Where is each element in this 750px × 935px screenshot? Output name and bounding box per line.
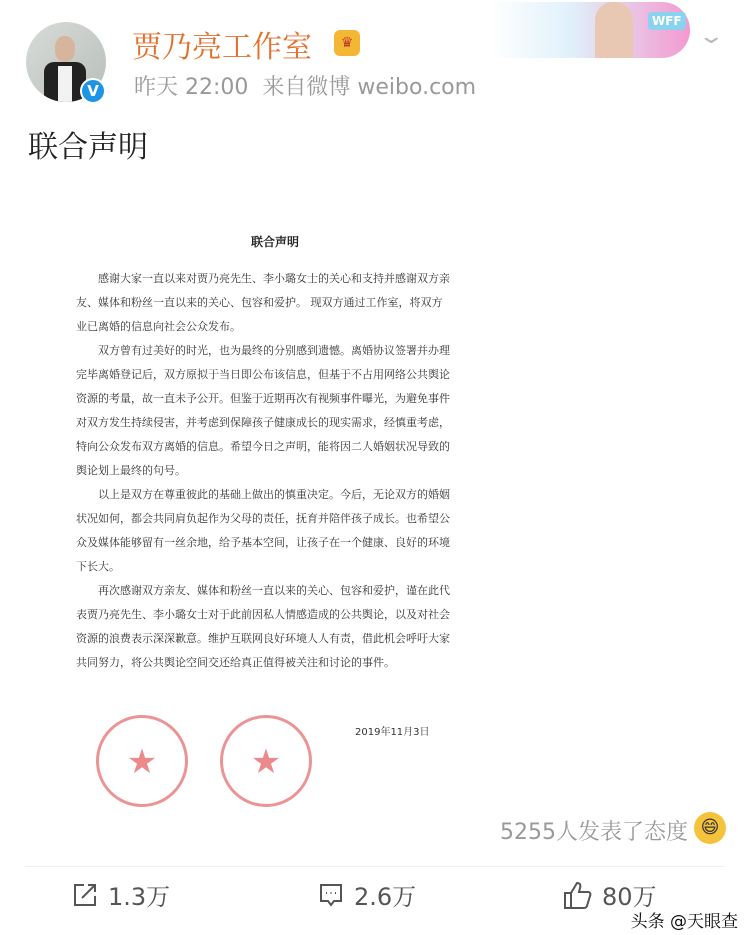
seal-stamp: [220, 715, 312, 807]
document-date: 2019年11月3日: [355, 727, 430, 738]
like-count: 80万: [602, 883, 657, 911]
post-text: 联合声明: [28, 130, 148, 165]
document-paragraph: 感谢大家一直以来对贾乃亮先生、李小璐女士的关心和支持并感谢双方亲友、媒体和粉丝一直以来的关心、包容和爱护。 现双方通过工作室，将双方业已离婚的信息向社会公众发布。: [76, 272, 450, 333]
document-paragraph: 双方曾有过美好的时光，也为最终的分别感到遗憾。离婚协议签署并办理完毕离婚登记后，双方原拟于当日即公布该信息，但基于不占用网络公共舆论资源的考量，故一直未予公开。但鉴于近期再次有视频事件曝光，为避免事件对双方发生持续侵害，并考虑到保障孩子健康成长的现实需求，经慎重考虑，特向公众发布双方离婚的信息。希望今日之声明，能将因二人婚姻状况导致的舆论划上最终的句号。: [76, 344, 450, 477]
share-count: 1.3万: [108, 883, 171, 911]
post-meta: [134, 70, 476, 101]
avatar-shirt: [58, 66, 72, 102]
divider: [25, 866, 725, 867]
share-icon: [72, 882, 98, 908]
banner-badge: WFF: [648, 12, 686, 30]
laughing-emoji-icon[interactable]: 😄: [694, 812, 726, 844]
document-title: 联合声明: [250, 235, 299, 249]
star-icon: ★: [126, 742, 158, 782]
seal-stamp: [96, 715, 188, 807]
author-name[interactable]: 贾乃亮工作室: [132, 30, 312, 65]
document-paragraph: 以上是双方在尊重彼此的基础上做出的慎重决定。今后，无论双方的婚姻状况如何，都会共同肩负起作为父母的责任，抚育并陪伴孩子成长。也希望公众及媒体能够留有一丝余地，给予基本空间，让孩子在一个健康、良好的环境下长大。: [76, 488, 450, 573]
document-body: [76, 267, 452, 675]
thumbs-up-icon: [562, 880, 592, 910]
comment-count: 2.6万: [354, 883, 417, 911]
post-source: 来自微博 weibo.com: [262, 75, 477, 100]
post-time: 昨天 22:00: [134, 75, 249, 100]
statement-image[interactable]: [60, 175, 490, 810]
avatar-head: [55, 36, 75, 62]
like-button[interactable]: [562, 877, 657, 912]
comment-icon: [318, 882, 344, 908]
comment-button[interactable]: [318, 877, 416, 912]
watermark: 头条 @天眼查: [630, 912, 738, 932]
verified-icon: V: [80, 78, 106, 104]
share-button[interactable]: [72, 877, 170, 912]
banner-face: [595, 2, 633, 58]
chevron-down-icon[interactable]: ⌄: [697, 24, 726, 49]
crown-icon: ♛: [334, 30, 360, 56]
decoration-banner[interactable]: [490, 2, 690, 58]
attitude-count[interactable]: 5255人发表了态度: [500, 820, 688, 845]
star-icon: ★: [250, 742, 282, 782]
document-paragraph: 再次感谢双方亲友、媒体和粉丝一直以来的关心、包容和爱护，谨在此代表贾乃亮先生、李小璐女士对于此前因私人情感造成的公共舆论，以及对社会资源的浪费表示深深歉意。维护互联网良好环境人人有责，借此机会呼吁大家共同努力，将公共舆论空间交还给真正值得被关注和讨论的事件。: [76, 584, 450, 669]
